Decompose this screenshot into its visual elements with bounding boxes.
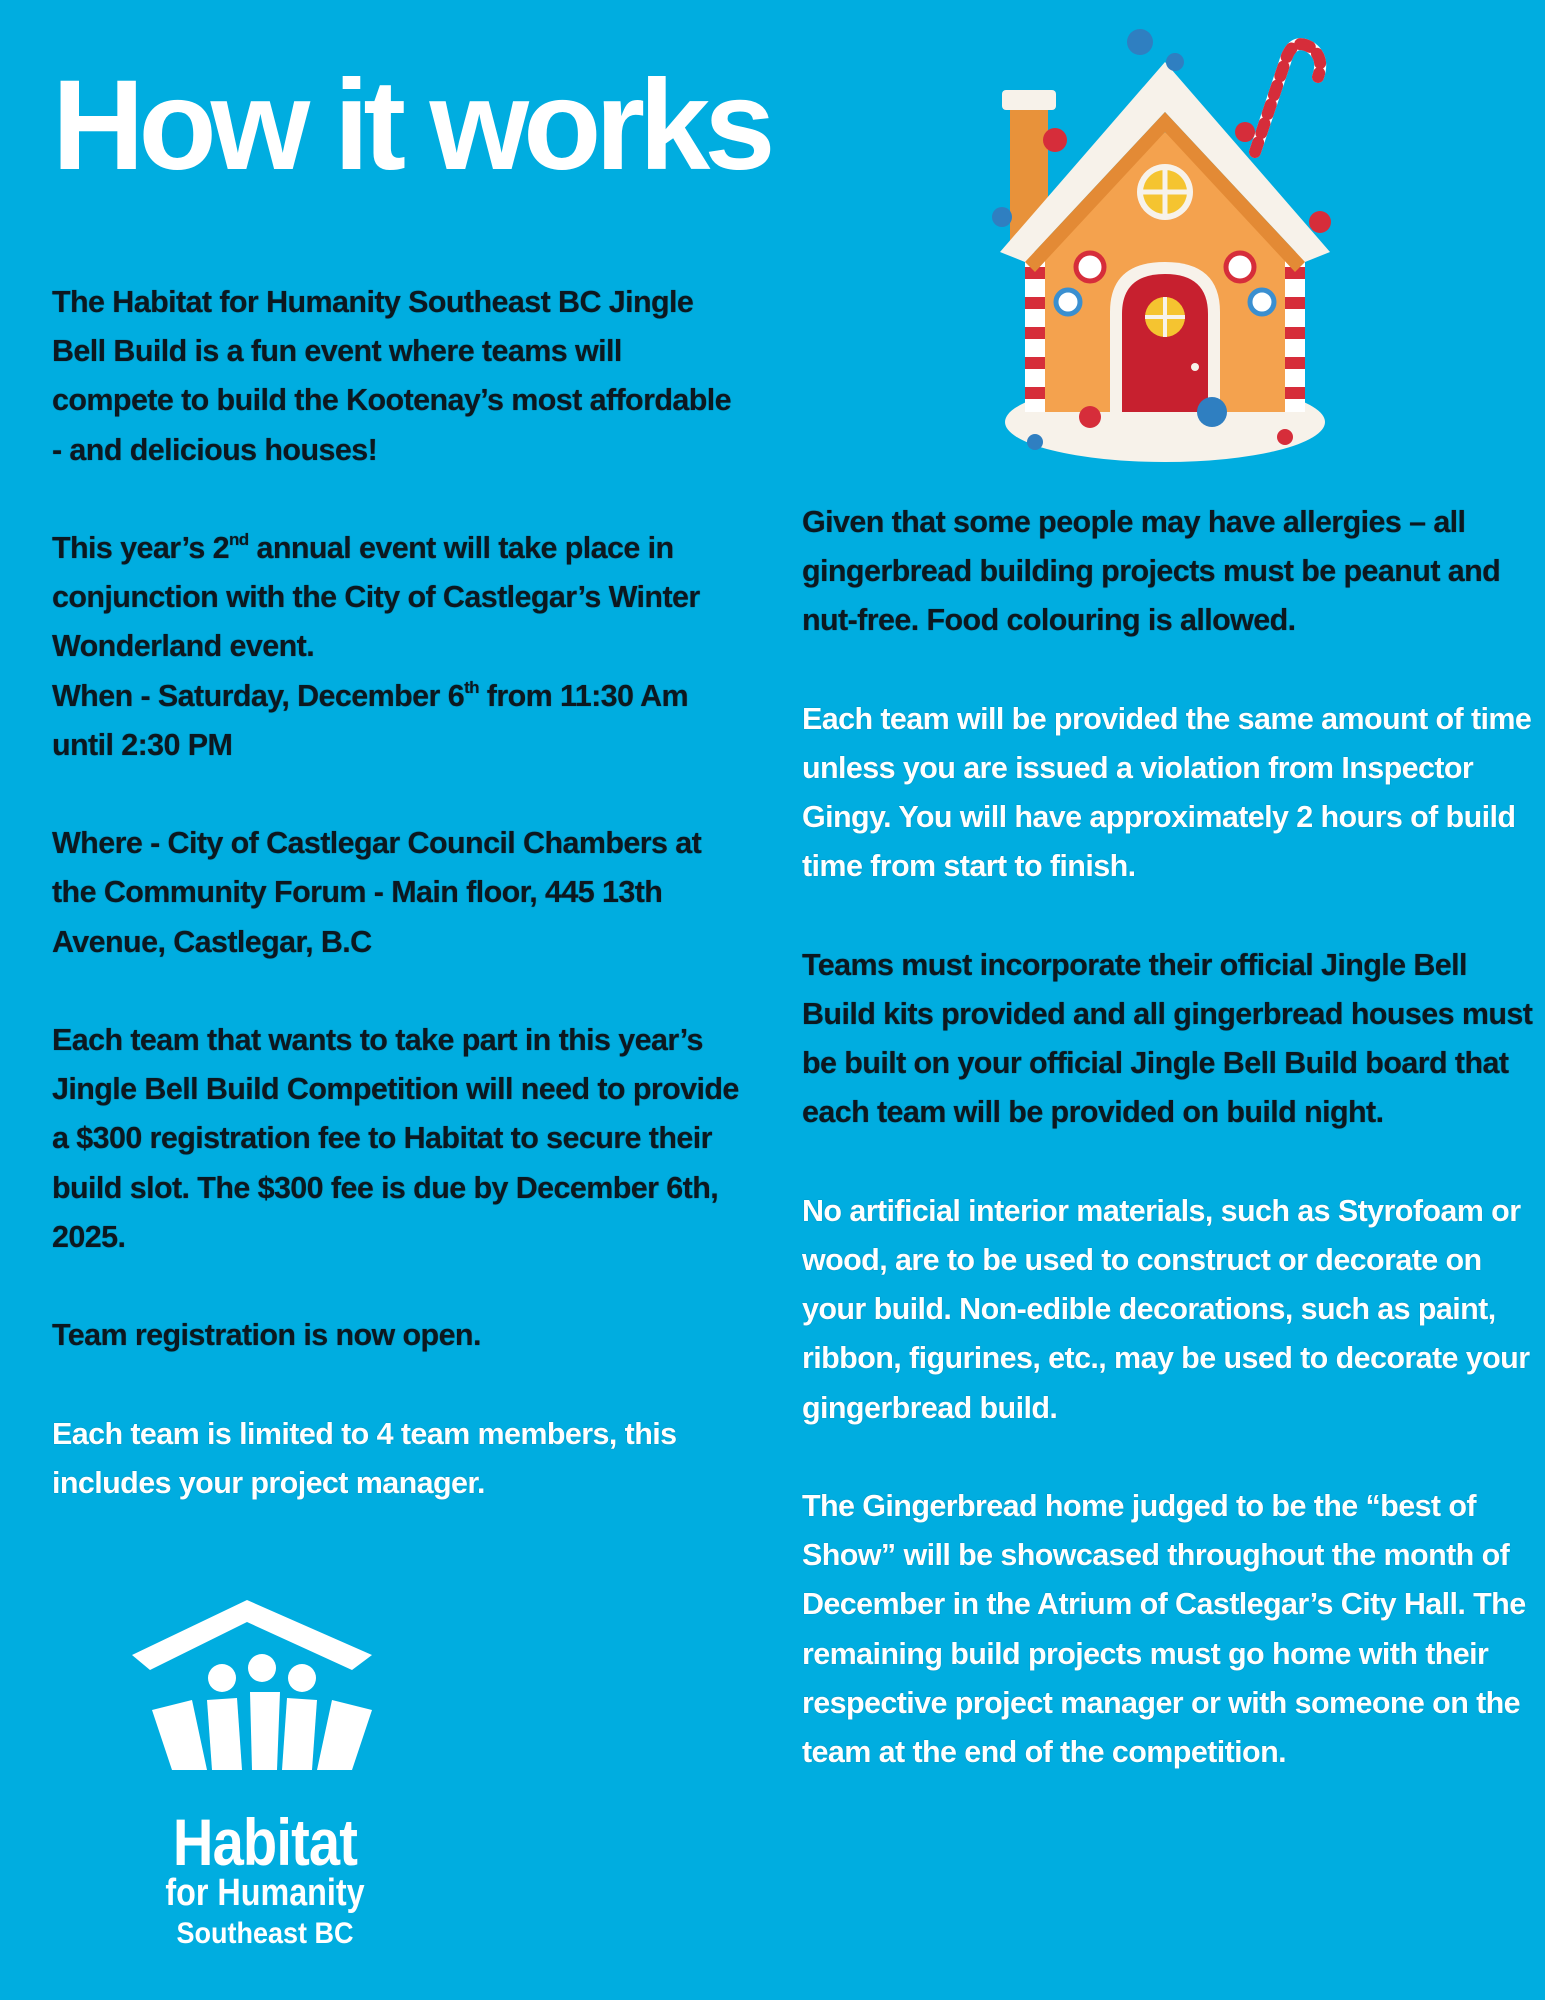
left-column	[52, 278, 742, 1557]
right-column	[802, 498, 1542, 1826]
kits-paragraph: Teams must incorporate their official Jingle Bell Build kits provided and all gingerbread houses must be built on your official Jingle Bell Build board that each team will be provided on build night.	[802, 947, 1533, 1130]
allergies-paragraph: Given that some people may have allergies – all gingerbread building projects must be peanut and nut-free. Food colouring is allowed.	[802, 505, 1501, 638]
best-of-show-paragraph: The Gingerbread home judged to be the “best of Show” will be showcased throughout the month of December in the Atrium of Castlegar’s City Hall. The remaining build projects must go home with their respective project manager or with someone on the team at the end of the competition.	[802, 1489, 1526, 1770]
logo-line-habitat: Habitat	[172, 1805, 358, 1879]
registration-paragraph: Team registration is now open.	[52, 1318, 481, 1353]
gingerbread-house-illustration	[980, 22, 1350, 462]
habitat-logo-icon	[132, 1600, 392, 1780]
page-title: How it works	[52, 54, 770, 197]
logo-line-for-humanity: for Humanity	[165, 1872, 365, 1914]
when-text: When - Saturday, December 6	[52, 678, 465, 713]
annual-event-text: This year’s 2	[52, 531, 230, 565]
annual-event-text-cont: annual event will take place in conjunction with the City of Castlegar’s Winter Wonderland event.	[52, 531, 700, 664]
when-ordinal: th	[464, 677, 479, 697]
when-text-cont: from 11:30 Am until 2:30 PM	[52, 678, 689, 762]
team-limit-paragraph: Each team is limited to 4 team members, this includes your project manager.	[52, 1416, 677, 1500]
intro-paragraph: The Habitat for Humanity Southeast BC Jingle Bell Build is a fun event where teams will compete to build the Kootenay’s most affordable - and delicious houses!	[52, 285, 732, 467]
fee-paragraph: Each team that wants to take part in this year’s Jingle Bell Build Competition will need to provide a $300 registration fee to Habitat to secure their build slot. The $300 fee is due by December 6th, 2025.	[52, 1023, 739, 1254]
annual-event-paragraph	[52, 524, 742, 672]
materials-paragraph: No artificial interior materials, such as Styrofoam or wood, are to be used to construct or decorate on your build. Non-edible decorations, such as paint, ribbon, figurines, etc., may be used to decorate your gingerbread build.	[802, 1193, 1530, 1425]
habitat-logo-text	[130, 1805, 400, 1954]
annual-event-ordinal: nd	[229, 530, 249, 549]
when-paragraph	[52, 672, 742, 770]
build-time-paragraph: Each team will be provided the same amount of time unless you are issued a violation from Inspector Gingy. You will have approximately 2 hours of build time from start to finish.	[802, 701, 1532, 884]
logo-line-region: Southeast BC	[176, 1917, 354, 1950]
where-paragraph: Where - City of Castlegar Council Chambers at the Community Forum - Main floor, 445 13th Avenue, Castlegar, B.C	[52, 826, 702, 959]
